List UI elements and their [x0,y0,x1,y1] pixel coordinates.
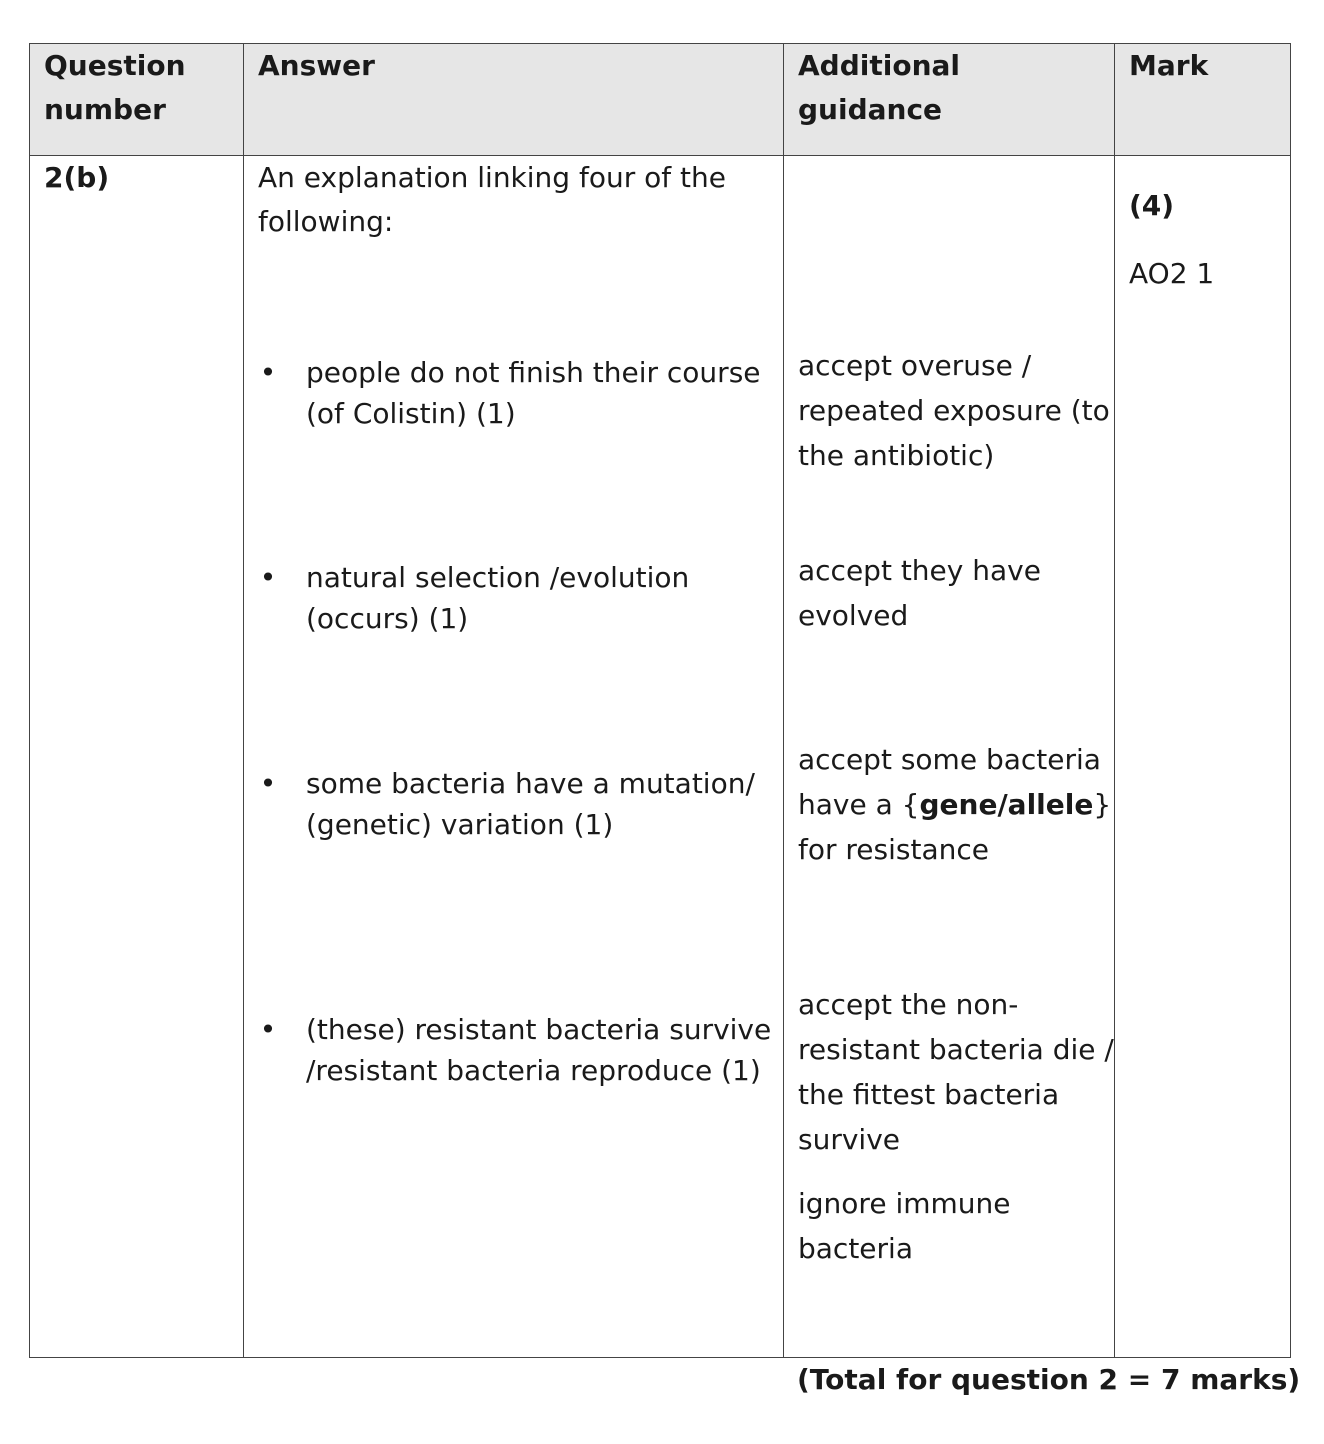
guidance-text-suffix: } for resistance [798,788,1112,866]
guidance-text-prefix: accept some bacteria have a { [798,743,1101,821]
list-item [258,557,778,647]
question-total: (Total for question 2 = 7 marks) [797,1363,1301,1396]
header-mark: Mark [1129,49,1209,82]
list-item [258,763,778,853]
answer-point: some bacteria have a mutation/ (genetic) variation (1) [306,767,755,841]
bullet-icon: • [259,561,277,594]
list-item [258,352,778,442]
guidance-text-bold: gene/allele [919,788,1094,821]
column-divider [243,44,244,1357]
mark-scheme-table [29,43,1291,1358]
header-answer: Answer [258,49,375,82]
guidance-text: accept they have evolved [798,554,1041,632]
answer-point: people do not finish their course (of Colistin) (1) [306,356,761,430]
header-question-number: Question number [44,49,186,126]
bullet-icon: • [259,767,277,800]
header-additional-guidance: Additional guidance [798,49,960,126]
answer-point: (these) resistant bacteria survive /resistant bacteria reproduce (1) [306,1013,772,1087]
list-item [258,1009,778,1099]
mark-assessment-objective: AO2 1 [1129,257,1215,290]
bullet-icon: • [259,1013,277,1046]
guidance-text: accept the non-resistant bacteria die / the fittest bacteria survive [798,988,1114,1156]
answer-intro: An explanation linking four of the following: [258,161,726,238]
guidance-ignore-text: ignore immune bacteria [798,1187,1011,1265]
bullet-icon: • [259,356,277,389]
question-number-cell: 2(b) [44,161,110,194]
column-divider [783,44,784,1357]
guidance-text [798,737,1118,872]
answer-point: natural selection /evolution (occurs) (1) [306,561,690,635]
mark-value: (4) [1129,189,1175,222]
guidance-text: accept overuse / repeated exposure (to the antibiotic) [798,349,1110,472]
